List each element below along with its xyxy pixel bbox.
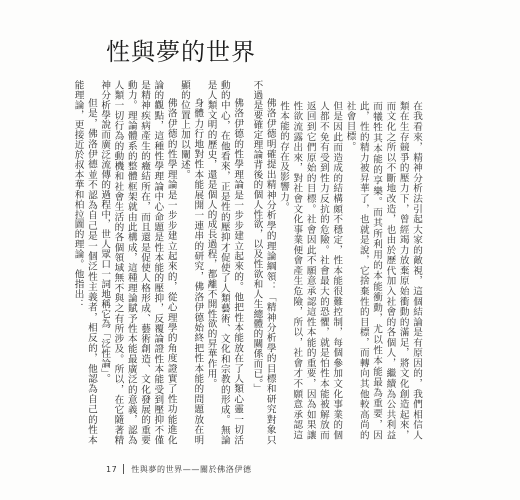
paragraph-5: 身體力行地對性本能展開一連串的研究，佛洛伊德始終把性本能的問題放在明顯的位置上加以闡述。 xyxy=(178,80,204,445)
vertical-body-text xyxy=(72,80,423,445)
paragraph-7: 但是，佛洛伊德並不認為自己是一個泛性主義者，相反的，他認為自己的性本能理論，更接近於叔本華和柏拉圖的理論。他指出： xyxy=(72,80,97,445)
paragraph-2: 但是因此而造成的結構頗不穩定，性本能很難控制，每個參加文化事業的個人都不免有受到性力反抗的危險。社會最大的恐懼，就是怕性本能被解放而返回到它們原始的目標。社會因此不願意承認這性本能的重要，因為如果讓性欲流露出來，對社會文化事業便會產生危險，所以，社會才不願意承認這性本能的存在及影響力。 xyxy=(278,101,343,441)
page-number: 17 xyxy=(106,464,118,474)
running-title: 性與夢的世界——關於佛洛伊德 xyxy=(131,464,252,474)
footer-divider xyxy=(123,464,124,474)
paragraph-1: 在我看來，精神分析法引起大家的敵視，這個結論是有原因的，我們相信人類在生存競爭的壓力下，曾經竭力放棄原始衝動的滿足，將文化創造起來，而文化之所以不斷地改造，也由於歷代加入社會的各個人，繼續為公共利益而犧牲其本能的享樂。而其所利用的本能衝動，尤以性本能最為重要，因此，性的精力被昇華了，也就是說，它捨棄性的目標，而轉向其他較高尚的社會目標。 xyxy=(344,101,422,441)
paragraph-4: 佛洛伊德的性學理論是一步步建立起來的。他把性本能放在了人類心靈一切活動的中心，在他看來，正是性的壓抑才促使了人類藝術、文化和宗教的形成。無論是人類文明的歷史，還是個人的成長過程，都離不開性欲的昇華作用。 xyxy=(205,80,244,445)
paragraph-3: 佛洛伊德明確提出精神分析學的理論綱領：「精神分析學的目標和研究對象只不過是要確定理論背後的個人性欲，以及性欲和人生總體的關係而已。」 xyxy=(251,80,276,445)
page-footer xyxy=(106,462,426,476)
page-title: 性與夢的世界 xyxy=(106,38,256,66)
paragraph-6: 佛洛伊德的性學理論是一步步建立起來的，從心理學的角度證實了性功能進化論的觀點，這種性學理論中心命題是性本能的壓抑，反覆論證性本能受到壓抑不僅是精神疾病產生的癥結所在，而且還是促使人格形成、藝術創造、文化發展的重要動力。理論體系的整體框架就由此構成，這種理論賦予性本能最廣泛的意義，認為人類一切行為的動機和社會生活的各個領域無不與之有所涉及。所以，在它隨著精神分析學說而廣泛流傳的過程中，世人眾口一詞地稱它為「泛性論」。 xyxy=(99,80,177,445)
